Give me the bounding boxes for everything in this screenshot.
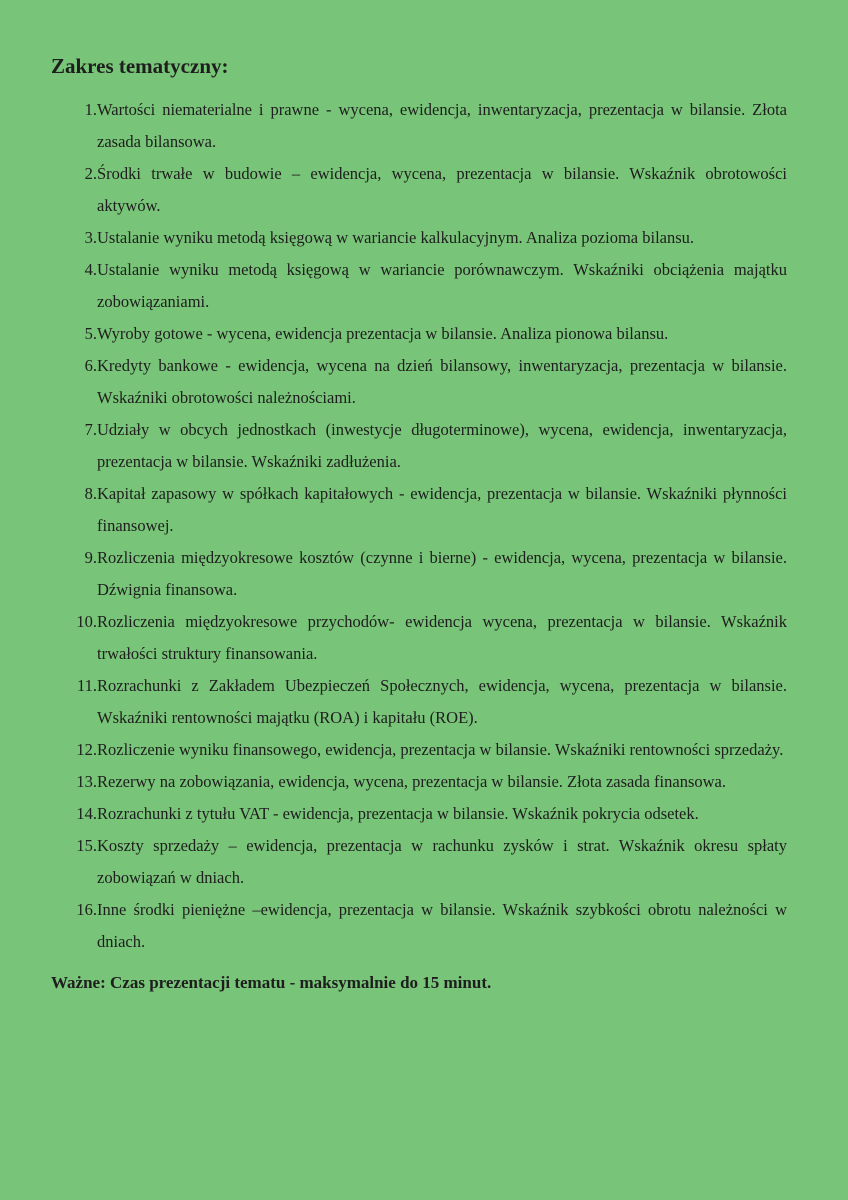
topic-list	[51, 94, 787, 958]
list-item-number: 11.	[76, 676, 97, 695]
list-item-text: Kredyty bankowe - ewidencja, wycena na dzień bilansowy, inwentaryzacja, prezentacja w bilansie. Wskaźniki obrotowości należnościami.	[97, 356, 787, 407]
list-item-text: Wartości niematerialne i prawne - wycena, ewidencja, inwentaryzacja, prezentacja w bilansie. Złota zasada bilansowa.	[97, 100, 787, 151]
list-item-number: 6.	[84, 356, 97, 375]
list-item	[51, 478, 787, 542]
list-item-number: 8.	[84, 484, 97, 503]
list-item-number: 9.	[84, 548, 97, 567]
list-item-number: 1.	[84, 100, 97, 119]
list-item-number: 2.	[84, 164, 97, 183]
list-item	[51, 158, 787, 222]
list-item	[51, 94, 787, 158]
list-item-number: 5.	[84, 324, 97, 343]
list-item	[51, 318, 787, 350]
list-item-number: 16.	[76, 900, 97, 919]
list-item	[51, 830, 787, 894]
list-item	[51, 222, 787, 254]
list-item-text: Ustalanie wyniku metodą księgową w wariancie porównawczym. Wskaźniki obciążenia majątku zobowiązaniami.	[97, 260, 787, 311]
important-note: Ważne: Czas prezentacji tematu - maksymalnie do 15 minut.	[51, 973, 492, 992]
list-item	[51, 766, 787, 798]
list-item	[51, 254, 787, 318]
list-item	[51, 542, 787, 606]
list-item-text: Rozliczenie wyniku finansowego, ewidencja, prezentacja w bilansie. Wskaźniki rentowności sprzedaży.	[97, 740, 784, 759]
list-item-text: Inne środki pieniężne –ewidencja, prezentacja w bilansie. Wskaźnik szybkości obrotu należności w dniach.	[97, 900, 787, 951]
list-item	[51, 350, 787, 414]
list-item-text: Rozrachunki z Zakładem Ubezpieczeń Społecznych, ewidencja, wycena, prezentacja w bilansie. Wskaźniki rentowności majątku (ROA) i kapitału (ROE).	[97, 676, 787, 727]
list-item-number: 15.	[76, 836, 97, 855]
list-item-text: Kapitał zapasowy w spółkach kapitałowych - ewidencja, prezentacja w bilansie. Wskaźniki płynności finansowej.	[97, 484, 787, 535]
list-item-text: Rozrachunki z tytułu VAT - ewidencja, prezentacja w bilansie. Wskaźnik pokrycia odsetek.	[97, 804, 699, 823]
list-item	[51, 798, 787, 830]
list-item-text: Środki trwałe w budowie – ewidencja, wycena, prezentacja w bilansie. Wskaźnik obrotowości aktywów.	[97, 164, 787, 215]
list-item-number: 12.	[76, 740, 97, 759]
list-item-text: Udziały w obcych jednostkach (inwestycje długoterminowe), wycena, ewidencja, inwentaryzacja, prezentacja w bilansie. Wskaźniki zadłużenia.	[97, 420, 787, 471]
list-item-text: Koszty sprzedaży – ewidencja, prezentacja w rachunku zysków i strat. Wskaźnik okresu spłaty zobowiązań w dniach.	[97, 836, 787, 887]
list-item-number: 7.	[84, 420, 97, 439]
list-item-number: 10.	[76, 612, 97, 631]
list-item	[51, 414, 787, 478]
list-item-text: Wyroby gotowe - wycena, ewidencja prezentacja w bilansie. Analiza pionowa bilansu.	[97, 324, 669, 343]
list-item-text: Rozliczenia międzyokresowe przychodów- ewidencja wycena, prezentacja w bilansie. Wskaźnik trwałości struktury finansowania.	[97, 612, 787, 663]
list-item	[51, 606, 787, 670]
list-item-text: Rozliczenia międzyokresowe kosztów (czynne i bierne) - ewidencja, wycena, prezentacja w bilansie. Dźwignia finansowa.	[97, 548, 787, 599]
list-item	[51, 894, 787, 958]
list-item	[51, 734, 787, 766]
list-item-number: 3.	[84, 228, 97, 247]
page-heading: Zakres tematyczny:	[51, 54, 229, 78]
list-item-number: 14.	[76, 804, 97, 823]
list-item-number: 4.	[84, 260, 97, 279]
list-item-text: Rezerwy na zobowiązania, ewidencja, wycena, prezentacja w bilansie. Złota zasada finansowa.	[97, 772, 726, 791]
list-item-number: 13.	[76, 772, 97, 791]
list-item	[51, 670, 787, 734]
list-item-text: Ustalanie wyniku metodą księgową w wariancie kalkulacyjnym. Analiza pozioma bilansu.	[97, 228, 695, 247]
